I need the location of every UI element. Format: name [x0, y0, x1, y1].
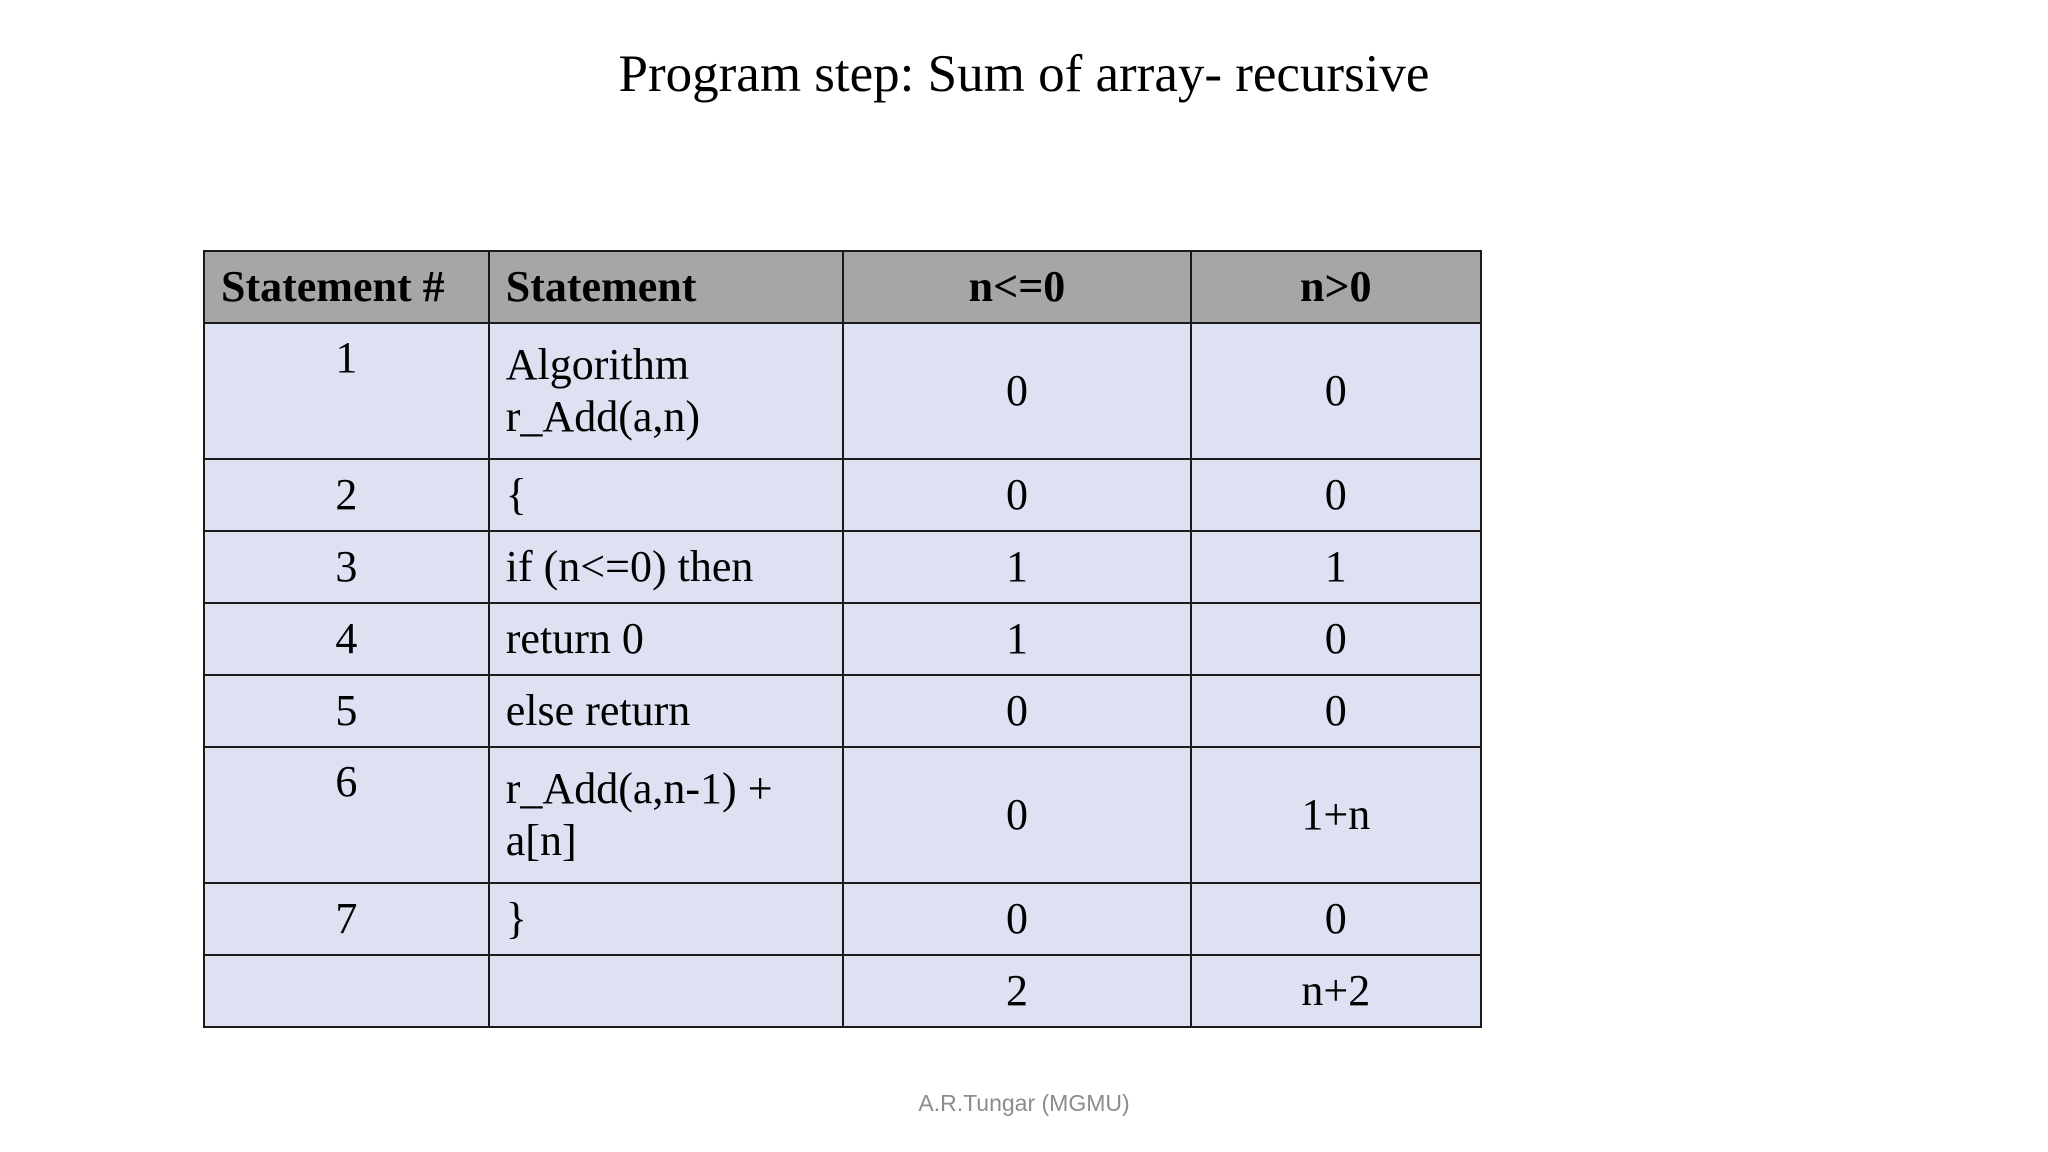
table-row — [204, 603, 1481, 675]
header-statement-number: Statement # — [204, 251, 489, 323]
statement-text: { — [489, 459, 844, 531]
statement-number: 2 — [204, 459, 489, 531]
table-header-row — [204, 251, 1481, 323]
statement-text: Algorithm r_Add(a,n) — [489, 323, 844, 459]
statement-number: 5 — [204, 675, 489, 747]
count-n-le-0: 0 — [843, 323, 1190, 459]
statement-text: return 0 — [489, 603, 844, 675]
total-n-gt-0: n+2 — [1191, 955, 1481, 1027]
header-n-le-0: n<=0 — [843, 251, 1190, 323]
statement-text: else return — [489, 675, 844, 747]
statement-number — [204, 955, 489, 1027]
table-row — [204, 531, 1481, 603]
statement-text: } — [489, 883, 844, 955]
statement-number: 4 — [204, 603, 489, 675]
count-n-gt-0: 0 — [1191, 675, 1481, 747]
slide-footer: A.R.Tungar (MGMU) — [918, 1090, 1130, 1116]
statement-text — [489, 955, 844, 1027]
slide-title: Program step: Sum of array- recursive — [618, 45, 1430, 103]
count-n-gt-0: 0 — [1191, 603, 1481, 675]
table-row — [204, 747, 1481, 883]
header-statement: Statement — [489, 251, 844, 323]
total-n-le-0: 2 — [843, 955, 1190, 1027]
table-row — [204, 883, 1481, 955]
table-row — [204, 323, 1481, 459]
count-n-le-0: 0 — [843, 747, 1190, 883]
count-n-gt-0: 1+n — [1191, 747, 1481, 883]
statement-text: if (n<=0) then — [489, 531, 844, 603]
statement-number: 7 — [204, 883, 489, 955]
count-n-gt-0: 0 — [1191, 459, 1481, 531]
count-n-le-0: 1 — [843, 603, 1190, 675]
statement-text: r_Add(a,n-1) + a[n] — [489, 747, 844, 883]
program-step-table — [203, 250, 1482, 1028]
table-row — [204, 675, 1481, 747]
count-n-le-0: 0 — [843, 675, 1190, 747]
count-n-gt-0: 0 — [1191, 323, 1481, 459]
table-total-row — [204, 955, 1481, 1027]
statement-number: 6 — [204, 747, 489, 883]
header-n-gt-0: n>0 — [1191, 251, 1481, 323]
table-row — [204, 459, 1481, 531]
count-n-gt-0: 0 — [1191, 883, 1481, 955]
count-n-le-0: 0 — [843, 459, 1190, 531]
statement-number: 1 — [204, 323, 489, 459]
statement-number: 3 — [204, 531, 489, 603]
count-n-le-0: 0 — [843, 883, 1190, 955]
count-n-le-0: 1 — [843, 531, 1190, 603]
count-n-gt-0: 1 — [1191, 531, 1481, 603]
